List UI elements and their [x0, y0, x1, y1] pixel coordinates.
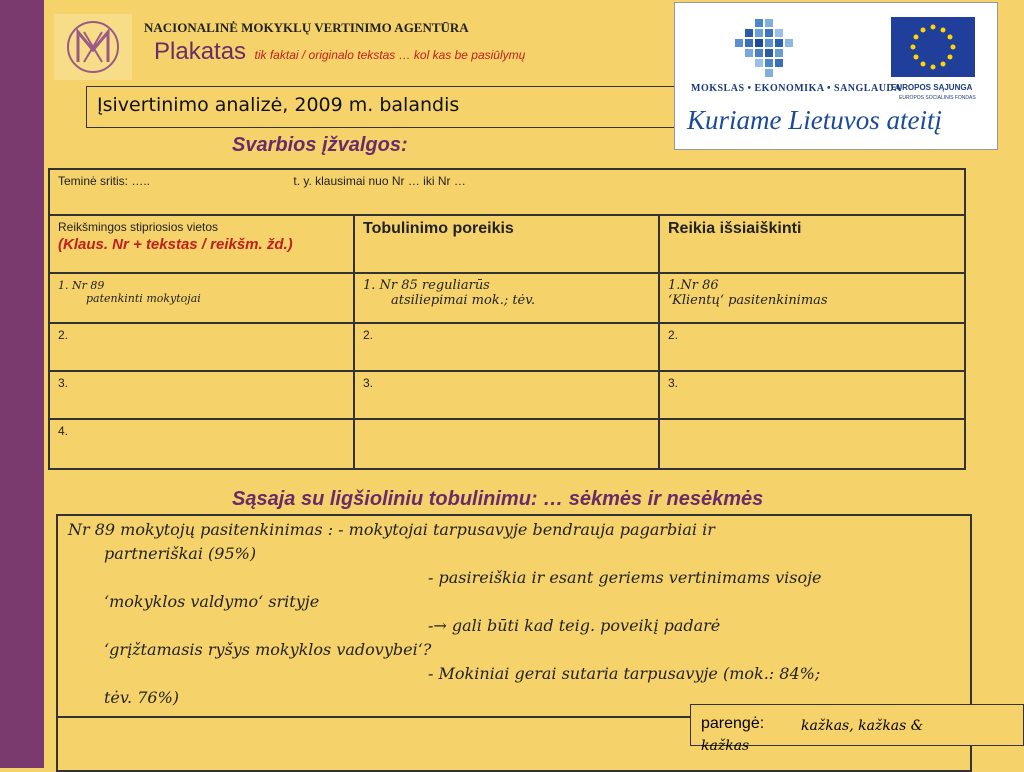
prepared-by-label: parengė: [701, 715, 765, 732]
header-clarify: Reikia išsiaiškinti [668, 220, 802, 237]
table-cell [659, 273, 965, 323]
header-cell-clarify [659, 215, 965, 273]
table-cell [354, 419, 659, 469]
poster-title [154, 38, 525, 66]
theme-cell [49, 169, 965, 215]
cell-text: ‘Klientų‘ pasitenkinimas [668, 293, 828, 308]
left-sidebar-bar [0, 0, 44, 768]
note-line: Nr 89 mokytojų pasitenkinimas : - mokytojai tarpusavyje bendrauja pagarbiai ir [68, 520, 715, 539]
note-line: ‘mokyklos valdymo‘ srityje [104, 592, 320, 611]
header-strengths-sub: (Klaus. Nr + tekstas / reikšm. žd.) [58, 236, 293, 253]
note-line: - Mokiniai gerai sutaria tarpusavyje (mok.: 84%; [428, 664, 821, 683]
table-cell: 2. [49, 323, 354, 371]
eu-funding-logo [674, 2, 998, 150]
cell-text: patenkinti mokytojai [86, 292, 201, 305]
section-heading-insights: Svarbios įžvalgos: [232, 134, 408, 156]
eu-program-text: MOKSLAS • EKONOMIKA • SANGLAUDA [691, 83, 902, 94]
prepared-by-names-cont: kažkas [701, 738, 750, 754]
table-cell [49, 273, 354, 323]
analysis-title: Įsivertinimo analizė, 2009 m. balandis [97, 94, 460, 116]
table-cell [354, 273, 659, 323]
table-cell: 2. [354, 323, 659, 371]
header-cell-strengths [49, 215, 354, 273]
eu-flag-icon [891, 17, 975, 77]
header-cell-improvement [354, 215, 659, 273]
table-cell: 3. [354, 371, 659, 419]
note-line: tėv. 76%) [104, 688, 180, 707]
question-range-label: t. y. klausimai nuo Nr … iki Nr … [293, 174, 466, 188]
section-heading-progress: Sąsaja su ligšioliniu tobulinimu: … sėkmės ir nesėkmės [232, 488, 764, 510]
agency-logo [54, 14, 132, 80]
header-strengths: Reikšmingos stipriosios vietos [58, 220, 219, 234]
table-row [49, 169, 965, 215]
note-line: -→ gali būti kad teig. poveikį padarė [428, 616, 721, 635]
eu-motto: Kuriame Lietuvos ateitį [687, 105, 942, 135]
eu-union-text: EUROPOS SĄJUNGA [891, 83, 973, 92]
cell-text: atsiliepimai mok.; tėv. [391, 293, 536, 308]
table-row [49, 323, 965, 371]
cell-text: 1. Nr 89 [58, 279, 105, 292]
table-row [49, 371, 965, 419]
table-cell: 3. [49, 371, 354, 419]
note-line: ‘grįžtamasis ryšys mokyklos vadovybei‘? [104, 640, 432, 659]
cell-text: 1. Nr 85 reguliarūs [363, 278, 490, 293]
agency-name: NACIONALINĖ MOKYKLŲ VERTINIMO AGENTŪRA [144, 20, 469, 35]
analysis-table [48, 168, 966, 470]
table-cell: 3. [659, 371, 965, 419]
mes-mosaic-icon [735, 19, 799, 79]
poster-title-subtitle: tik faktai / originalo tekstas … kol kas be pasiūlymų [254, 48, 526, 62]
table-row [49, 419, 965, 469]
table-cell: 2. [659, 323, 965, 371]
table-cell [659, 419, 965, 469]
prepared-by-box [690, 704, 1024, 754]
note-line: partneriškai (95%) [104, 544, 257, 563]
analysis-title-box [86, 86, 728, 128]
cell-text: 1.Nr 86 [668, 278, 719, 293]
table-header-row [49, 215, 965, 273]
table-cell: 4. [49, 419, 354, 469]
theme-label: Teminė sritis: ….. [58, 174, 151, 188]
prepared-by-names: kažkas, kažkas & [801, 718, 924, 734]
note-line: - pasireiškia ir esant geriems vertinimams visoje [428, 568, 822, 587]
header-improvement: Tobulinimo poreikis [363, 220, 514, 237]
table-row [49, 273, 965, 323]
eu-fund-text: EUROPOS SOCIALINIS FONDAS [899, 95, 976, 101]
poster-title-main: Plakatas [154, 38, 247, 65]
